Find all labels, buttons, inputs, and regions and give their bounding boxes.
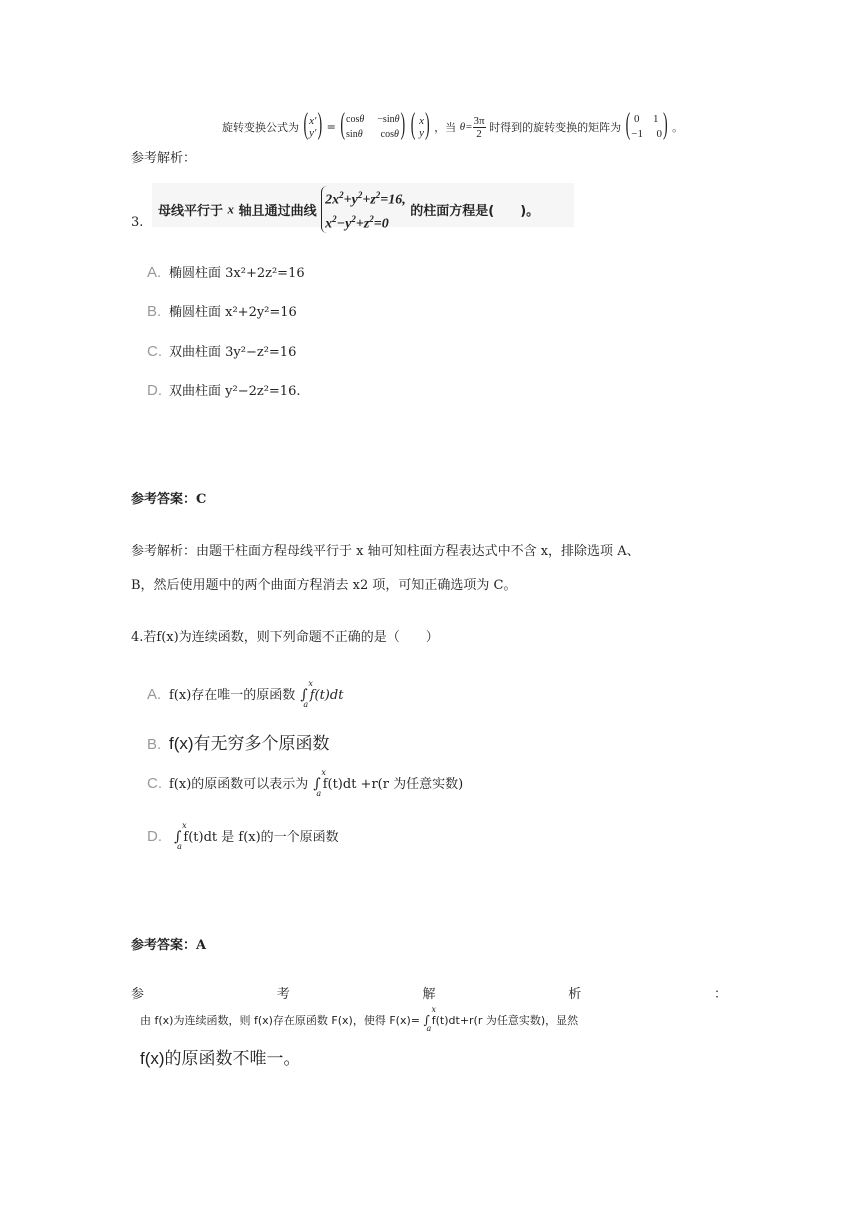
analysis-post: f(t)dt+r(r 为任意实数)，显然 xyxy=(431,1014,579,1027)
integral-symbol: ∫ x a xyxy=(174,821,187,851)
q3-analysis-line2: B，然后使用题中的两个曲面方程消去 x2 项，可知正确选项为 C。 xyxy=(131,578,517,593)
vector-xprime: x′ y′ xyxy=(309,115,317,139)
q3-option-a xyxy=(147,262,305,281)
q3-analysis-line1: 参考解析：由题干柱面方程母线平行于 x 轴可知柱面方程表达式中不含 x，排除选项 A、 xyxy=(131,544,640,559)
analysis-char: 考 xyxy=(276,987,290,1002)
option-letter: C. xyxy=(147,343,162,360)
q3-option-c xyxy=(147,341,296,360)
integral-symbol: ∫ x a xyxy=(300,679,313,709)
rotation-formula-line: 旋转变换公式为 ( x′ y′ ) = ( cosθ −sinθ sinθ cosθ ) ( x y ) ，当 θ= $\frac{3\pi}{2}$ 时得到的旋转变换的矩阵为 ( 0 1 −1 0 ) 。 xyxy=(222,109,684,143)
analysis-char: ： xyxy=(713,987,727,1002)
q3-suffix: 的柱面方程是( )。 xyxy=(410,204,540,220)
analysis-char: 解 xyxy=(422,987,436,1002)
option-letter: A. xyxy=(147,264,162,281)
option-text: f(x)的原函数可以表示为 xyxy=(169,777,309,792)
rotation-end: 。 xyxy=(672,121,684,134)
analysis-label-1: 参考解析： xyxy=(131,151,197,166)
option-letter: D. xyxy=(147,382,162,399)
q3-prefix: 母线平行于 xyxy=(158,204,224,220)
q3-var: x xyxy=(227,201,235,217)
analysis-char: 参 xyxy=(131,987,145,1002)
option-text: f(x)存在唯一的原函数 xyxy=(169,688,296,703)
option-letter: B. xyxy=(147,736,162,753)
q3-stem xyxy=(158,186,539,233)
q4-option-d xyxy=(147,821,339,851)
option-integrand: f(t)dt +r(r 为任意实数) xyxy=(322,777,464,792)
q3-middle: 轴且通过曲线 xyxy=(238,204,317,220)
q4-answer: 参考答案：A xyxy=(131,938,207,953)
q4-option-a xyxy=(147,679,344,709)
q4-option-b xyxy=(147,729,330,754)
q3-option-b xyxy=(147,301,297,320)
option-text: 双曲柱面 y²−2z²=16. xyxy=(169,384,301,399)
vector-x: x y xyxy=(416,115,425,139)
option-text: f(t)dt 是 f(x)的一个原函数 xyxy=(183,830,339,845)
option-letter: B. xyxy=(147,303,162,320)
analysis-pre: 由 f(x)为连续函数，则 f(x)存在原函数 F(x)，使得 F(x)= xyxy=(140,1014,420,1027)
q3-answer: 参考答案：C xyxy=(131,492,207,507)
rotation-mid: ，当 xyxy=(434,121,457,134)
integral-symbol: ∫ x a xyxy=(313,768,326,798)
option-integrand: f(t)dt xyxy=(309,688,344,703)
option-letter: D. xyxy=(147,828,162,845)
q4-analysis-spread xyxy=(131,983,727,1002)
option-text: 椭圆柱面 3x²+2z²=16 xyxy=(169,266,305,281)
rotation-lead: 旋转变换公式为 xyxy=(222,121,299,134)
q4-analysis-line1 xyxy=(140,1005,579,1033)
result-matrix: 0 1 −1 0 xyxy=(631,113,662,140)
option-text: 椭圆柱面 x²+2y²=16 xyxy=(169,305,297,320)
rotation-tail: 时得到的旋转变换的矩阵为 xyxy=(489,121,622,134)
curve-system: $2x^2+y^2+z^2=16$, $x^2-y^2+z^2=0$ xyxy=(321,186,406,233)
q3-number: 3. xyxy=(131,215,144,230)
q4-stem: 4.若f(x)为连续函数，则下列命题不正确的是（ ） xyxy=(131,630,439,645)
option-text: f(x)有无穷多个原函数 xyxy=(169,734,330,753)
option-letter: C. xyxy=(147,775,162,792)
analysis-char: 析 xyxy=(568,987,582,1002)
option-letter: A. xyxy=(147,686,162,703)
three-pi-over-two: $\frac{3\pi}{2}$ xyxy=(473,114,485,140)
integral-symbol: ∫ x a xyxy=(423,1005,436,1033)
q4-analysis-line2: f(x)的原函数不唯一。 xyxy=(140,1049,301,1068)
option-text: 双曲柱面 3y²−z²=16 xyxy=(169,345,297,360)
q3-option-d xyxy=(147,380,300,399)
q4-option-c xyxy=(147,768,464,798)
rotation-matrix: cosθ −sinθ sinθ cosθ xyxy=(346,114,400,140)
